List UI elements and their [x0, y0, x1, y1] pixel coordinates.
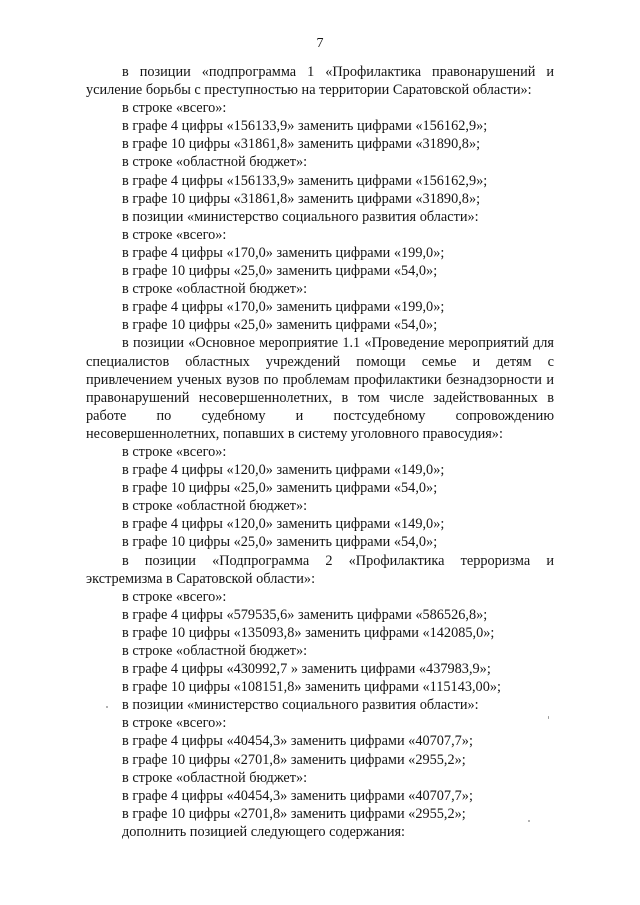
paragraph-26: в строке «областной бюджет»: — [122, 643, 308, 659]
paragraph-3: в графе 4 цифры «156133,9» заменить цифрами «156162,9»; — [122, 118, 488, 135]
paragraph-20: в графе 4 цифры «120,0» заменить цифрами «149,0»; — [122, 516, 445, 533]
paragraph-28: в графе 10 цифры «108151,8» заменить цифрами «115143,00»; — [122, 679, 501, 696]
scan-speck — [528, 820, 530, 822]
page-number: 7 — [316, 36, 324, 51]
paragraph-13: в графе 4 цифры «170,0» заменить цифрами «199,0»; — [122, 299, 445, 316]
paragraph-30: в строке «всего»: — [122, 715, 227, 732]
paragraph-5: в строке «областной бюджет»: — [122, 154, 308, 171]
paragraph-29: в позиции «министерство социального развития области»: — [122, 697, 479, 714]
paragraph-32: в графе 10 цифры «2701,8» заменить цифрами «2955,2»; — [122, 751, 466, 768]
paragraph-14: в графе 10 цифры «25,0» заменить цифрами «54,0»; — [122, 317, 438, 334]
paragraph-17: в графе 4 цифры «120,0» заменить цифрами «149,0»; — [122, 462, 445, 479]
paragraph-8: в позиции «министерство социального развития области»: — [122, 208, 479, 225]
paragraph-11: в графе 10 цифры «25,0» заменить цифрами «54,0»; — [122, 263, 438, 280]
paragraph-16: в строке «всего»: — [122, 443, 227, 460]
paragraph-19: в строке «областной бюджет»: — [122, 498, 308, 515]
paragraph-21: в графе 10 цифры «25,0» заменить цифрами «54,0»; — [122, 534, 438, 551]
paragraph-1: в позиции «подпрограмма 1 «Профилактика правонарушений и усиление борьбы с преступностью на территории Саратовской области»: — [86, 64, 554, 99]
paragraph-4: в графе 10 цифры «31861,8» заменить цифрами «31890,8»; — [122, 136, 481, 153]
paragraph-10: в графе 4 цифры «170,0» заменить цифрами «199,0»; — [122, 244, 445, 261]
scan-speck — [106, 706, 108, 708]
paragraph-33: в строке «областной бюджет»: — [122, 769, 308, 786]
paragraph-22: в позиции «Подпрограмма 2 «Профилактика терроризма и экстремизма в Саратовской области»: — [86, 552, 554, 587]
paragraph-2: в строке «всего»: — [122, 100, 227, 117]
paragraph-25: в графе 10 цифры «135093,8» заменить цифрами «142085,0»; — [122, 624, 495, 641]
document-body — [86, 63, 554, 841]
scan-speck — [548, 716, 549, 719]
paragraph-24: в графе 4 цифры «579535,6» заменить цифрами «586526,8»; — [122, 606, 488, 623]
paragraph-27: в графе 4 цифры «430992,7 » заменить цифрами «437983,9»; — [122, 661, 491, 678]
paragraph-18: в графе 10 цифры «25,0» заменить цифрами «54,0»; — [122, 480, 438, 497]
paragraph-35: в графе 10 цифры «2701,8» заменить цифрами «2955,2»; — [122, 805, 466, 822]
paragraph-12: в строке «областной бюджет»: — [122, 281, 308, 298]
paragraph-7: в графе 10 цифры «31861,8» заменить цифрами «31890,8»; — [122, 190, 481, 207]
paragraph-6: в графе 4 цифры «156133,9» заменить цифрами «156162,9»; — [122, 172, 488, 189]
paragraph-15: в позиции «Основное мероприятие 1.1 «Проведение мероприятий для специалистов областных учреждений помощи семье и детям с привлечением ученых вузов по проблемам профилактики безнадзорности и правонарушений несовершеннолетних, в том числе задействованных в работе по судебному и постсудебному сопровождению несовершеннолетних, попавших в систему уголовного правосудия»: — [86, 335, 554, 442]
paragraph-31: в графе 4 цифры «40454,3» заменить цифрами «40707,7»; — [122, 733, 473, 750]
paragraph-34: в графе 4 цифры «40454,3» заменить цифрами «40707,7»; — [122, 787, 473, 804]
paragraph-36: дополнить позицией следующего содержания: — [122, 823, 406, 840]
paragraph-9: в строке «всего»: — [122, 226, 227, 243]
paragraph-23: в строке «всего»: — [122, 588, 227, 605]
